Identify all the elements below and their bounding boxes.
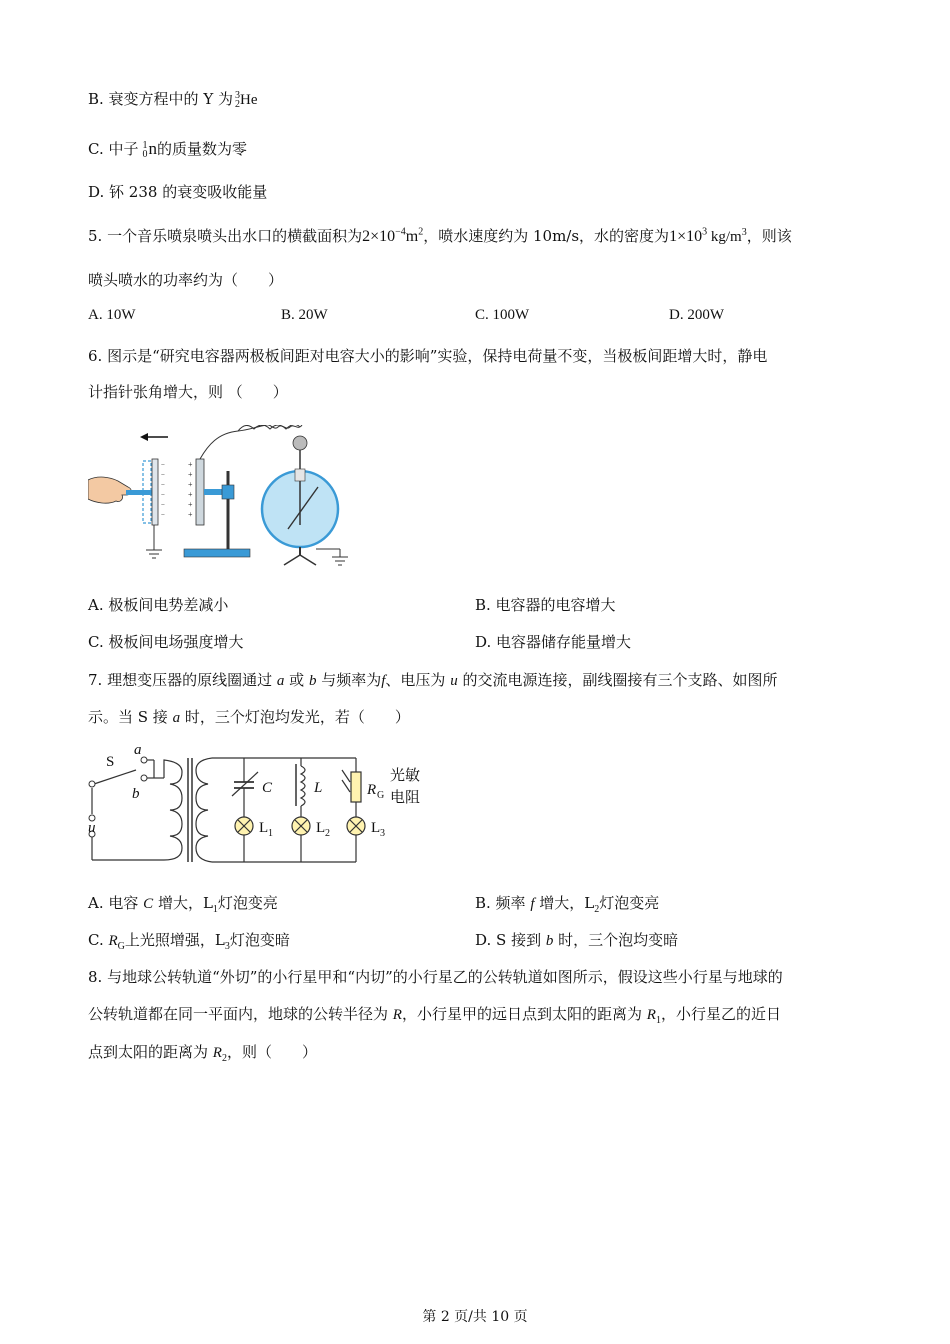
q7-option-a: A. 电容 C 增大，$L_1$灯泡变亮 xyxy=(88,894,278,915)
q5-stem-line2: 喷头喷水的功率约为（ ） xyxy=(88,271,284,289)
q5-option-a: A. 10W xyxy=(88,307,136,323)
capacitor-experiment-figure xyxy=(88,425,358,575)
q6-option-a: A. 极板间电势差减小 xyxy=(88,596,229,614)
svg-text:−: − xyxy=(161,501,165,509)
q5-stem-line1: 5. 一个音乐喷泉喷头出水口的横截面积为$2\times 10^{-4}m^2$，喷水速度约为 10m/s，水的密度为$1\times 10^3$ $kg/m^3$，则该 xyxy=(88,226,792,245)
q8-stem-line2: 公转轨道都在同一平面内，地球的公转半径为 R，小行星甲的远日点到太阳的距离为 $R_1$，小行星乙的近日 xyxy=(88,1005,781,1026)
svg-text:−: − xyxy=(161,511,165,519)
svg-text:C: C xyxy=(262,780,273,796)
q6-option-d: D. 电容器储存能量增大 xyxy=(475,633,632,651)
q7-stem-line1: 7. 理想变压器的原线圈通过 a 或 b 与频率为f、电压为 u 的交流电源连接，副线圈接有三个支路、如图所 xyxy=(88,671,778,689)
svg-text:−: − xyxy=(161,481,165,489)
q7-option-c: C. $R_G$上光照增强，$L_3$灯泡变暗 xyxy=(88,931,290,952)
svg-text:R: R xyxy=(367,782,377,798)
svg-text:S: S xyxy=(106,754,115,770)
arrow-left-icon xyxy=(140,433,168,441)
q4-option-c: C. 中子 1 0 n的质量数为零 xyxy=(88,139,247,160)
svg-text:+: + xyxy=(188,480,193,489)
q5-option-c: C. 100W xyxy=(475,307,530,323)
svg-text:a: a xyxy=(134,742,142,758)
svg-text:+: + xyxy=(188,490,193,499)
svg-text:1: 1 xyxy=(268,828,273,839)
svg-text:光敏: 光敏 xyxy=(390,768,421,784)
q6-option-c: C. 极板间电场强度增大 xyxy=(88,633,244,651)
he-charge-number: 2 xyxy=(235,99,240,110)
svg-text:L: L xyxy=(259,820,269,836)
q4-option-d: D. 钚 238 的衰变吸收能量 xyxy=(88,183,268,201)
q7-option-d: D. S 接到 b 时，三个泡均变暗 xyxy=(475,931,679,949)
q7-stem-line2: 示。当 S 接 a 时，三个灯泡均发光，若（ ） xyxy=(88,708,410,726)
svg-text:+: + xyxy=(188,470,193,479)
q8-stem-line3: 点到太阳的距离为 $R_2$，则（ ） xyxy=(88,1043,317,1064)
svg-text:−: − xyxy=(161,471,165,479)
svg-text:电阻: 电阻 xyxy=(390,790,421,806)
svg-text:−: − xyxy=(161,461,165,469)
transformer-circuit-figure xyxy=(84,740,434,870)
svg-text:+: + xyxy=(188,500,193,509)
q5-option-d: D. 200W xyxy=(669,307,724,323)
q6-stem-line2: 计指针张角增大，则 （ ） xyxy=(88,383,288,401)
ground-symbol-left xyxy=(146,550,162,558)
q6-option-b: B. 电容器的电容增大 xyxy=(475,596,616,614)
q6-stem-line1: 6. 图示是“研究电容器两极板间距对电容大小的影响”实验，保持电荷量不变，当极板间距增大时，静电 xyxy=(88,347,768,365)
q5-option-b: B. 20W xyxy=(281,307,328,323)
svg-text:b: b xyxy=(132,786,140,802)
svg-text:u: u xyxy=(88,820,96,836)
svg-text:L: L xyxy=(316,820,326,836)
hand-icon xyxy=(88,477,131,503)
svg-text:G: G xyxy=(377,790,385,801)
svg-text:+: + xyxy=(188,460,193,469)
q4-option-b: B. 衰变方程中的 Y 为 3 2 He xyxy=(88,90,258,110)
svg-text:−: − xyxy=(161,491,165,499)
svg-text:L: L xyxy=(371,820,381,836)
page-footer: 第 2 页/共 10 页 xyxy=(422,1309,528,1325)
svg-text:2: 2 xyxy=(325,828,330,839)
he-mass-number: 3 xyxy=(235,90,240,101)
svg-text:L: L xyxy=(314,780,323,796)
q7-option-b: B. 频率 f 增大，$L_2$灯泡变亮 xyxy=(475,894,660,915)
ground-symbol-right xyxy=(332,557,348,565)
svg-text:+: + xyxy=(188,510,193,519)
q8-stem-line1: 8. 与地球公转轨道“外切”的小行星甲和“内切”的小行星乙的公转轨道如图所示，假设这些小行星与地球的 xyxy=(88,968,783,986)
svg-text:3: 3 xyxy=(380,828,385,839)
